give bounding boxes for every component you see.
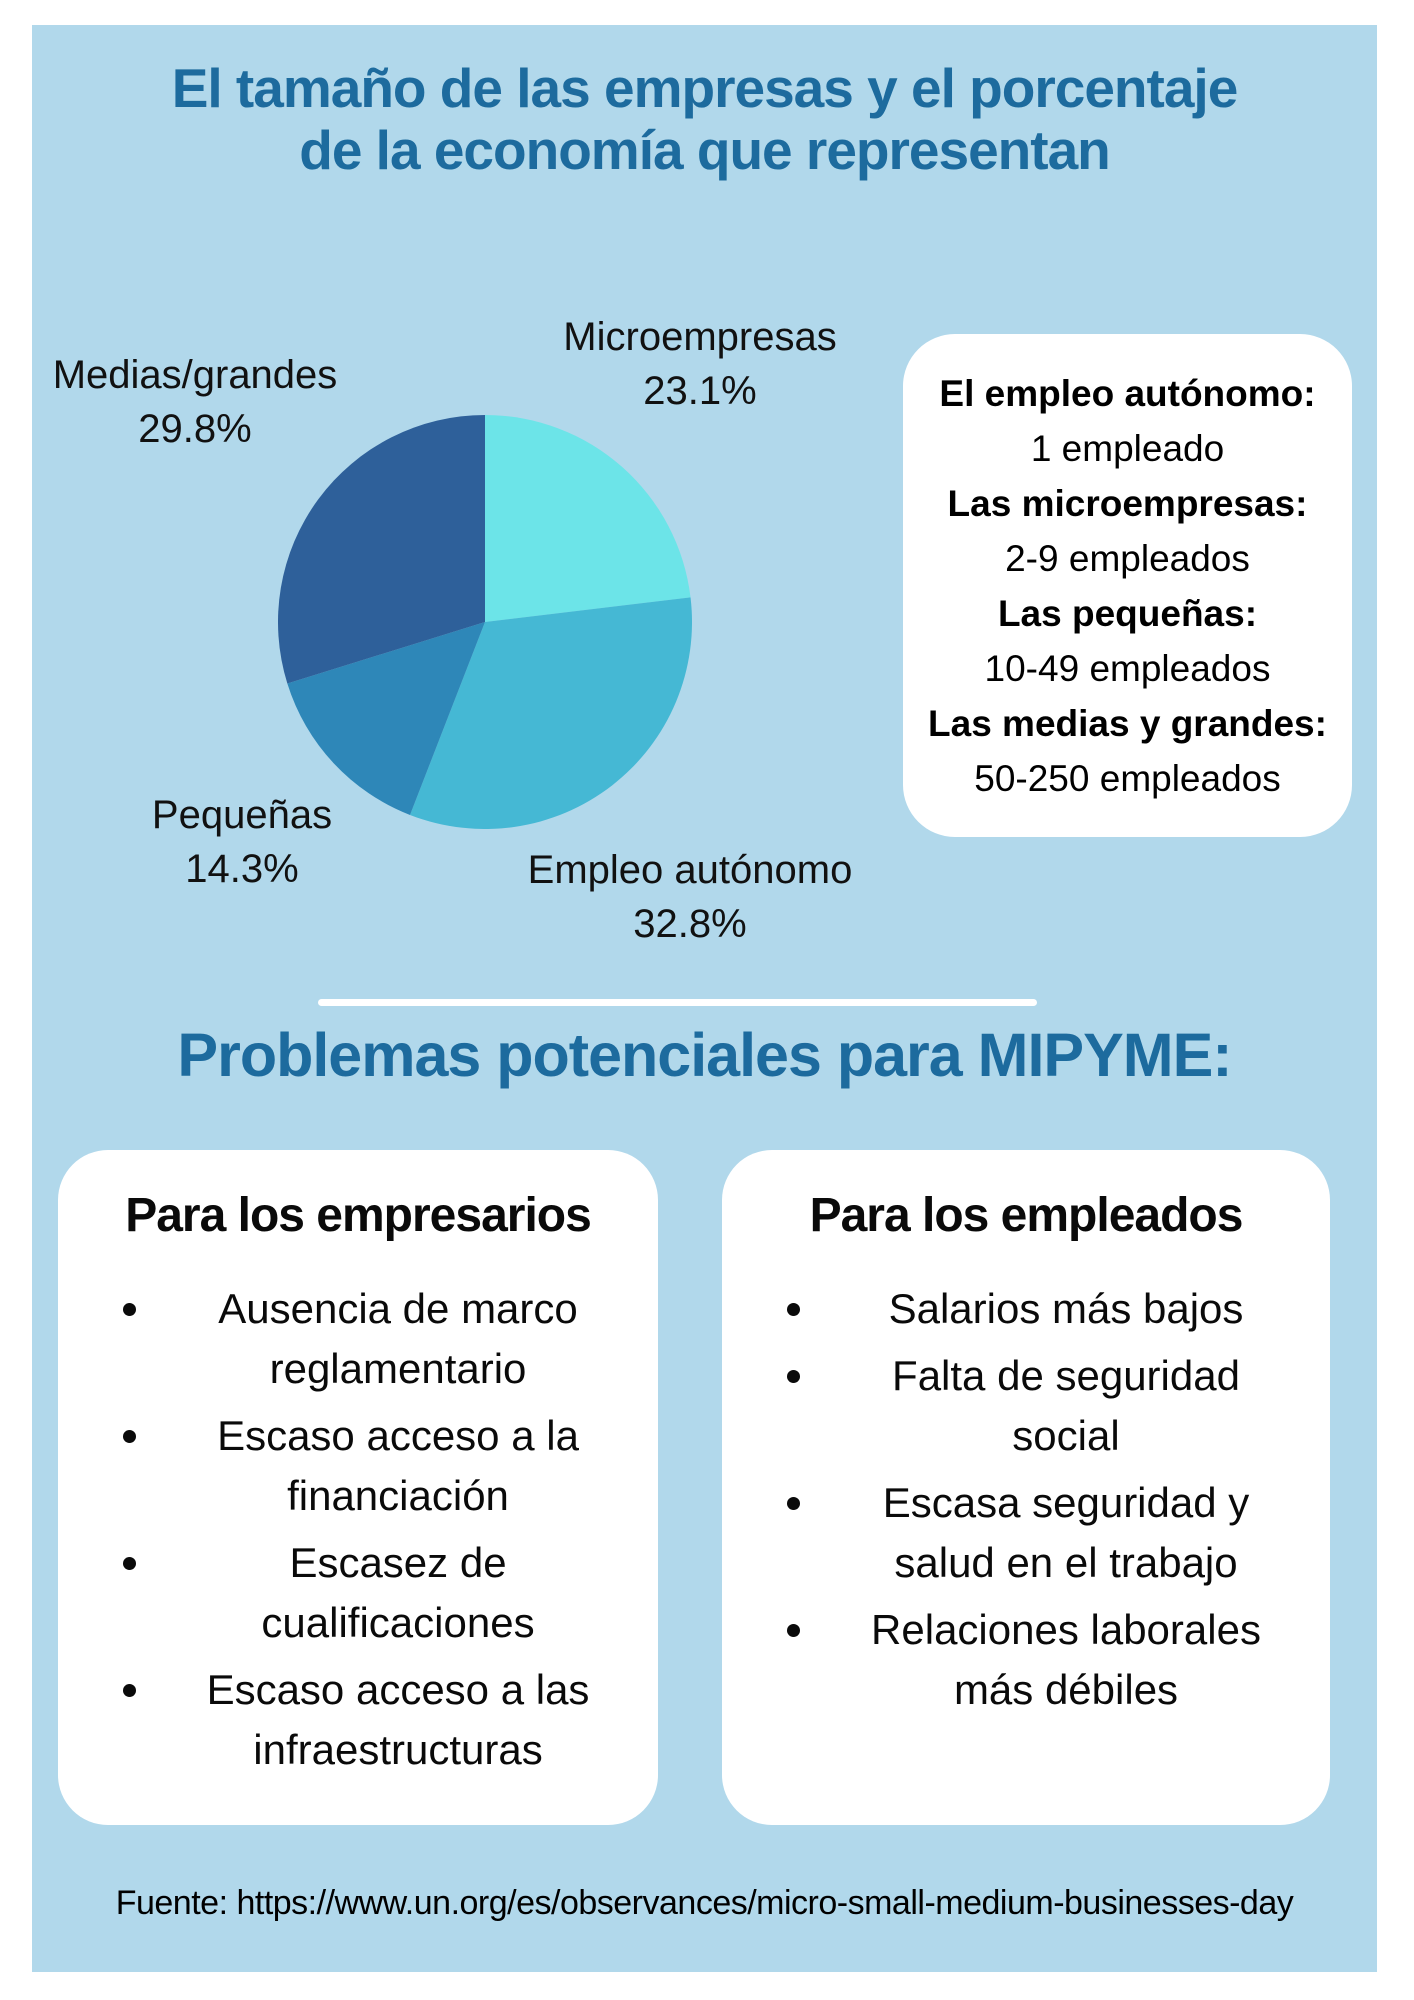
bullet-item: Falta de seguridad social: [757, 1346, 1295, 1466]
section-divider: [318, 999, 1037, 1006]
legend-term: Las microempresas:: [947, 482, 1308, 524]
card-empleados-bullets: [757, 1279, 1295, 1720]
bullet-item: Escasez de cualificaciones: [93, 1533, 623, 1653]
legend-term: Las medias y grandes:: [928, 702, 1327, 744]
legend-term: Las pequeñas:: [997, 592, 1258, 634]
bullet-item: Escaso acceso a las infraestructuras: [93, 1660, 623, 1780]
pie-label-text: Medias/grandes: [52, 353, 338, 397]
pie-label-medias-grandes: [40, 348, 350, 456]
legend-definition: 50-250 empleados: [974, 757, 1281, 799]
bullet-item: Escaso acceso a la financiación: [93, 1406, 623, 1526]
page-title-line2: de la economía que representan: [299, 118, 1110, 181]
card-empresarios-heading: Para los empresarios: [125, 1189, 591, 1242]
pie-label-microempresas: [545, 310, 855, 418]
pie-label-text: Empleo autónomo: [527, 848, 853, 892]
bullet-item: Salarios más bajos: [757, 1279, 1295, 1339]
size-definitions-box: [903, 334, 1352, 837]
bullet-item: Escasa seguridad y salud en el trabajo: [757, 1473, 1295, 1593]
pie-label-value: 32.8%: [633, 902, 747, 946]
pie-label-value: 14.3%: [185, 847, 299, 891]
card-empleados-heading: Para los empleados: [809, 1189, 1243, 1242]
pie-slice-microempresas: [485, 415, 691, 622]
pie-label-value: 29.8%: [138, 407, 252, 451]
card-empleados: [722, 1150, 1330, 1825]
pie-label-text: Microempresas: [563, 315, 837, 359]
problems-section-title: Problemas potenciales para MIPYME:: [177, 1021, 1232, 1089]
bullet-item: Ausencia de marco reglamentario: [93, 1279, 623, 1399]
legend-definition: 2-9 empleados: [1005, 537, 1250, 579]
source-text: Fuente: https://www.un.org/es/observances/micro-small-medium-businesses-day: [115, 1884, 1294, 1922]
pie-label-value: 23.1%: [643, 369, 757, 413]
pie-label-empleo-autonomo: [510, 843, 870, 951]
pie-label-text: Pequeñas: [151, 793, 333, 837]
card-empresarios-bullets: [93, 1279, 623, 1780]
legend-definition: 1 empleado: [1030, 427, 1225, 469]
pie-label-pequenas: [112, 788, 372, 896]
legend-definition: 10-49 empleados: [984, 647, 1271, 689]
bullet-item: Relaciones laborales más débiles: [757, 1600, 1295, 1720]
card-empresarios: [58, 1150, 658, 1825]
pie-chart: [278, 415, 692, 829]
legend-term: El empleo autónomo:: [939, 372, 1316, 414]
page-title: [32, 58, 1377, 181]
page-title-line1: El tamaño de las empresas y el porcentaje: [171, 57, 1238, 119]
